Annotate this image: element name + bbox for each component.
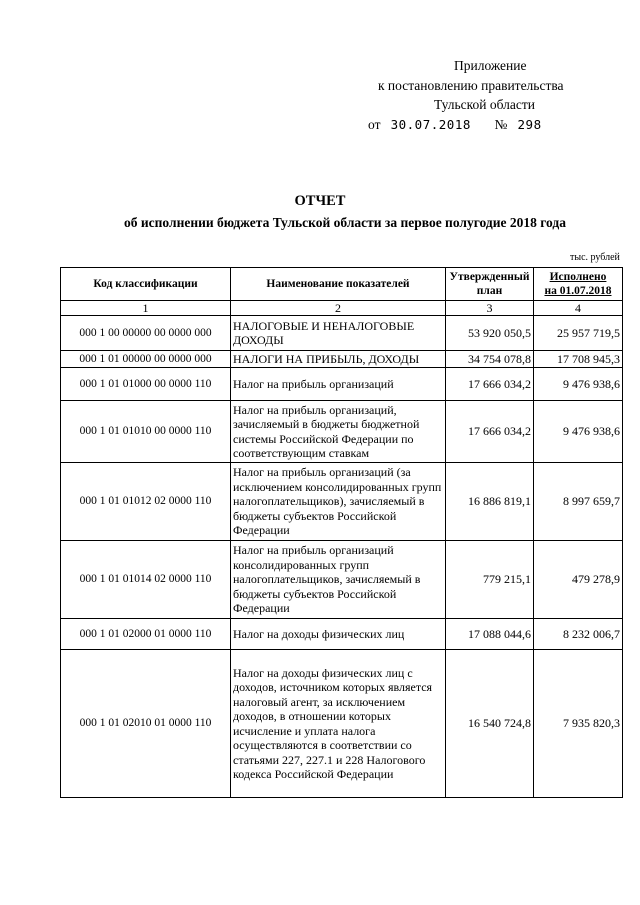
row-code: 000 1 01 00000 00 0000 000 — [61, 351, 231, 368]
row-name: НАЛОГИ НА ПРИБЫЛЬ, ДОХОДЫ — [231, 351, 446, 368]
report-title: ОТЧЕТ — [294, 193, 346, 209]
row-done: 479 278,9 — [534, 541, 623, 619]
row-done: 9 476 938,6 — [534, 401, 623, 463]
table-row — [61, 368, 623, 401]
table-row — [61, 463, 623, 541]
row-done: 17 708 945,3 — [534, 351, 623, 368]
col-number: 1 — [61, 301, 231, 316]
row-name: Налог на доходы физических лиц — [231, 619, 446, 650]
table-row — [61, 316, 623, 351]
row-plan: 17 666 034,2 — [446, 401, 534, 463]
header-code: Код классификации — [61, 268, 231, 301]
row-plan: 53 920 050,5 — [446, 316, 534, 351]
row-plan: 779 215,1 — [446, 541, 534, 619]
table-row — [61, 401, 623, 463]
number-label: № — [494, 116, 508, 132]
header-name: Наименование показателей — [231, 268, 446, 301]
row-plan: 34 754 078,8 — [446, 351, 534, 368]
report-subtitle: об исполнении бюджета Тульской области за первое полугодие 2018 года — [124, 215, 566, 230]
row-name: Налог на прибыль организаций консолидированных групп налогоплательщиков, зачисляемый в бюджеты субъектов Российской Федерации — [231, 541, 446, 619]
table-row — [61, 650, 623, 798]
col-number: 3 — [446, 301, 534, 316]
budget-table — [60, 267, 623, 798]
row-done: 7 935 820,3 — [534, 650, 623, 798]
appendix-line-4 — [360, 115, 600, 135]
row-code: 000 1 01 02010 01 0000 110 — [61, 650, 231, 798]
col-number: 2 — [231, 301, 446, 316]
table-row — [61, 351, 623, 368]
row-name: Налог на прибыль организаций, зачисляемый в бюджеты бюджетной системы Российской Федерации по соответствующим ставкам — [231, 401, 446, 463]
appendix-block — [360, 56, 600, 134]
decree-number: 298 — [517, 116, 542, 132]
row-name: Налог на прибыль организаций (за исключением консолидированных групп налогоплательщиков), зачисляемый в бюджеты субъектов Российской Федерации — [231, 463, 446, 541]
header-done-line2: на 01.07.2018 — [544, 285, 612, 297]
column-number-row — [61, 301, 623, 316]
row-code: 000 1 01 01000 00 0000 110 — [61, 368, 231, 401]
table-row — [61, 619, 623, 650]
row-code: 000 1 01 02000 01 0000 110 — [61, 619, 231, 650]
header-plan-line2: план — [476, 285, 503, 297]
appendix-line-3: Тульской области — [434, 97, 535, 112]
row-name: Налог на доходы физических лиц с доходов, источником которых является налоговый агент, за исключением доходов, в отношении которых исчисление и уплата налога осуществляются в соответствии со статьями 227, 227.1 и 228 Налогового кодекса Российской Федерации — [231, 650, 446, 798]
row-plan: 16 540 724,8 — [446, 650, 534, 798]
row-done: 8 232 006,7 — [534, 619, 623, 650]
row-done: 8 997 659,7 — [534, 463, 623, 541]
row-plan: 17 666 034,2 — [446, 368, 534, 401]
row-done: 25 957 719,5 — [534, 316, 623, 351]
header-plan-line1: Утвержденный — [449, 270, 530, 283]
from-label: от — [368, 116, 381, 132]
header-done — [534, 268, 623, 301]
appendix-line-2: к постановлению правительства — [378, 77, 564, 93]
row-code: 000 1 01 01014 02 0000 110 — [61, 541, 231, 619]
row-name: Налог на прибыль организаций — [231, 368, 446, 401]
col-number: 4 — [534, 301, 623, 316]
units-label: тыс. рублей — [570, 252, 620, 263]
appendix-line-1: Приложение — [454, 58, 527, 73]
row-name: НАЛОГОВЫЕ И НЕНАЛОГОВЫЕ ДОХОДЫ — [231, 316, 446, 351]
header-plan — [446, 268, 534, 301]
row-plan: 17 088 044,6 — [446, 619, 534, 650]
row-done: 9 476 938,6 — [534, 368, 623, 401]
row-code: 000 1 01 01012 02 0000 110 — [61, 463, 231, 541]
header-done-line1: Исполнено — [549, 270, 607, 283]
row-code: 000 1 01 01010 00 0000 110 — [61, 401, 231, 463]
decree-date: 30.07.2018 — [390, 116, 471, 132]
table-row — [61, 541, 623, 619]
row-plan: 16 886 819,1 — [446, 463, 534, 541]
row-code: 000 1 00 00000 00 0000 000 — [61, 316, 231, 351]
